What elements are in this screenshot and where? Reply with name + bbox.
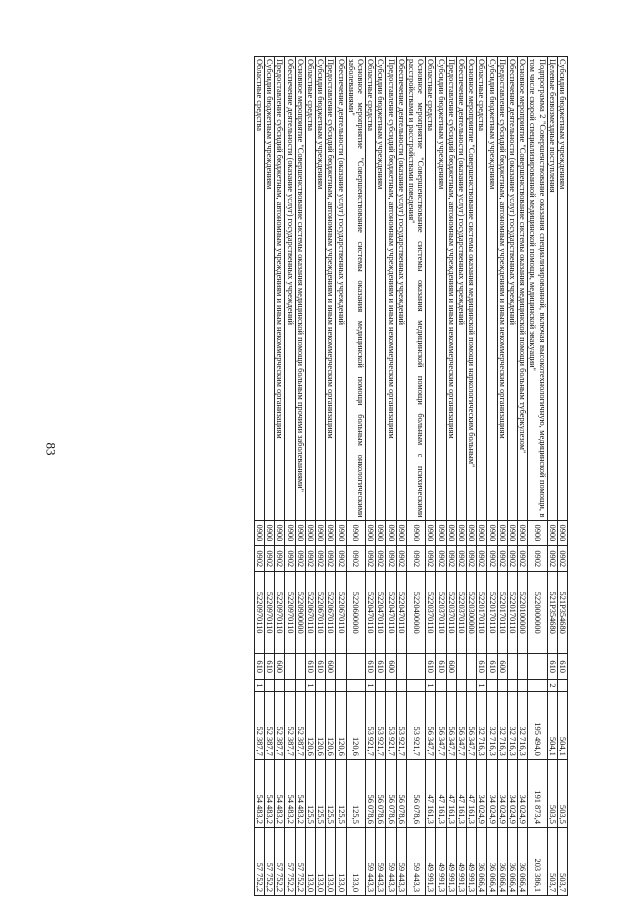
row-funding-code: 1 <box>305 680 315 692</box>
table-row <box>275 57 285 896</box>
table-row <box>285 57 295 896</box>
row-expense-type: 610 <box>436 654 446 680</box>
row-amount-year-3: 59 443,3 <box>396 827 406 895</box>
row-name: Основное мероприятие "Совершенствование системы оказания медицинской помощи больным прочими заболеваниями" <box>295 57 305 521</box>
row-name: Обеспечение деятельности (оказание услуг) государственных учреждений <box>456 57 466 521</box>
row-amount-year-1: 32 716,3 <box>477 691 487 759</box>
row-amount-year-1: 52 387,7 <box>295 691 305 759</box>
row-amount-year-2: 54 483,2 <box>275 759 285 827</box>
row-section-code: 0902 <box>487 546 497 572</box>
row-ved-code: 0900 <box>346 520 365 546</box>
row-target-article: 5220670110 <box>315 572 325 654</box>
row-ved-code: 0900 <box>264 520 274 546</box>
table-row <box>305 57 315 896</box>
row-amount-year-2: 47 161,3 <box>426 759 436 827</box>
row-name: Субсидии бюджетным учреждениям <box>264 57 274 521</box>
row-expense-type <box>466 654 476 680</box>
row-amount-year-1: 56 347,7 <box>436 691 446 759</box>
table-row <box>436 57 446 896</box>
row-amount-year-1: 120,6 <box>336 691 346 759</box>
row-name: Обеспечение деятельности (оказание услуг) государственных учреждений <box>285 57 295 521</box>
row-amount-year-3: 49 991,3 <box>456 827 466 895</box>
row-expense-type: 610 <box>264 654 274 680</box>
row-amount-year-3: 36 066,4 <box>497 827 507 895</box>
row-expense-type: 610 <box>376 654 386 680</box>
row-amount-year-3: 49 991,3 <box>446 827 456 895</box>
row-amount-year-2: 125,5 <box>315 759 325 827</box>
table-row <box>557 57 567 896</box>
row-expense-type: 600 <box>326 654 336 680</box>
row-name: Предоставление субсидий бюджетным, автономным учреждениям и иным некоммерческим организациям <box>326 57 336 521</box>
row-funding-code <box>528 680 547 692</box>
row-ved-code: 0900 <box>396 520 406 546</box>
row-amount-year-2: 47 161,3 <box>456 759 466 827</box>
row-amount-year-1: 53 921,7 <box>376 691 386 759</box>
row-amount-year-2: 56 078,6 <box>365 759 375 827</box>
table-row <box>446 57 456 896</box>
row-section-code: 0902 <box>365 546 375 572</box>
row-expense-type: 610 <box>547 654 557 680</box>
table-row <box>396 57 406 896</box>
table-row <box>386 57 396 896</box>
row-section-code: 0902 <box>446 546 456 572</box>
row-funding-code <box>295 680 305 692</box>
row-target-article: 5220970110 <box>285 572 295 654</box>
row-expense-type <box>507 654 517 680</box>
table-row <box>517 57 527 896</box>
row-amount-year-3: 133,0 <box>315 827 325 895</box>
row-amount-year-1: 53 921,7 <box>406 691 425 759</box>
row-name: Целевые безвозмездные поступления <box>547 57 557 521</box>
table-row <box>326 57 336 896</box>
row-expense-type: 610 <box>487 654 497 680</box>
row-expense-type: 610 <box>305 654 315 680</box>
row-funding-code: 1 <box>477 680 487 692</box>
table-row <box>507 57 517 896</box>
row-section-code: 0902 <box>285 546 295 572</box>
row-target-article: 5220970110 <box>264 572 274 654</box>
row-amount-year-1: 52 387,7 <box>285 691 295 759</box>
row-funding-code <box>466 680 476 692</box>
row-expense-type: 600 <box>497 654 507 680</box>
row-amount-year-2: 503,5 <box>547 759 557 827</box>
row-section-code: 0902 <box>477 546 487 572</box>
row-target-article: 5220300000 <box>466 572 476 654</box>
row-target-article: 5220670110 <box>336 572 346 654</box>
table-row <box>365 57 375 896</box>
row-section-code: 0902 <box>396 546 406 572</box>
page-number: 83 <box>43 442 59 456</box>
row-amount-year-1: 120,6 <box>326 691 336 759</box>
row-amount-year-1: 120,6 <box>346 691 365 759</box>
row-name: Областные средства <box>477 57 487 521</box>
row-amount-year-3: 503,7 <box>547 827 557 895</box>
row-amount-year-3: 57 752,2 <box>285 827 295 895</box>
row-section-code: 0902 <box>557 546 567 572</box>
table-row <box>346 57 365 896</box>
row-ved-code: 0900 <box>365 520 375 546</box>
row-amount-year-1: 32 716,3 <box>487 691 497 759</box>
row-ved-code: 0900 <box>305 520 315 546</box>
row-funding-code <box>315 680 325 692</box>
row-target-article: 5220900000 <box>295 572 305 654</box>
row-target-article: 5220370110 <box>436 572 446 654</box>
row-target-article: 521Р354680 <box>557 572 567 654</box>
row-amount-year-1: 56 347,7 <box>446 691 456 759</box>
table-row <box>487 57 497 896</box>
row-section-code: 0902 <box>547 546 557 572</box>
row-funding-code <box>456 680 466 692</box>
row-ved-code: 0900 <box>275 520 285 546</box>
row-amount-year-3: 49 991,3 <box>466 827 476 895</box>
row-amount-year-3: 49 991,3 <box>436 827 446 895</box>
table-row <box>547 57 557 896</box>
row-ved-code: 0900 <box>285 520 295 546</box>
row-target-article: 5220670110 <box>305 572 315 654</box>
row-funding-code <box>336 680 346 692</box>
row-funding-code: 1 <box>365 680 375 692</box>
row-name: Предоставление субсидий бюджетным, автономным учреждениям и иным некоммерческим организациям <box>386 57 396 521</box>
row-expense-type <box>396 654 406 680</box>
row-name: Основное мероприятие "Совершенствование системы оказания медицинской помощи наркологическим больным" <box>466 57 476 521</box>
row-amount-year-1: 56 347,7 <box>456 691 466 759</box>
row-amount-year-3: 36 066,4 <box>517 827 527 895</box>
row-funding-code: 1 <box>254 680 264 692</box>
row-expense-type: 610 <box>365 654 375 680</box>
row-funding-code <box>487 680 497 692</box>
row-funding-code: 1 <box>426 680 436 692</box>
row-ved-code: 0900 <box>426 520 436 546</box>
row-funding-code <box>275 680 285 692</box>
row-section-code: 0902 <box>497 546 507 572</box>
row-amount-year-1: 53 921,7 <box>396 691 406 759</box>
row-expense-type: 600 <box>386 654 396 680</box>
row-target-article: 5220370110 <box>446 572 456 654</box>
row-ved-code: 0900 <box>557 520 567 546</box>
row-funding-code <box>497 680 507 692</box>
row-amount-year-3: 57 752,2 <box>295 827 305 895</box>
row-target-article: 5220370110 <box>456 572 466 654</box>
row-ved-code: 0900 <box>406 520 425 546</box>
row-name: Подпрограмма 2 "Совершенствование оказания специализированной, включая высокотехнологичную, медицинской помощи, в том числе скорой специализированной медицинской помощи, медицинской эвакуации" <box>528 57 547 521</box>
row-target-article: 5220470110 <box>396 572 406 654</box>
row-amount-year-1: 120,6 <box>315 691 325 759</box>
row-target-article: 5220970110 <box>254 572 264 654</box>
row-ved-code: 0900 <box>517 520 527 546</box>
row-funding-code <box>517 680 527 692</box>
row-target-article: 5220470110 <box>376 572 386 654</box>
row-amount-year-3: 36 066,4 <box>487 827 497 895</box>
row-amount-year-2: 125,5 <box>305 759 315 827</box>
row-funding-code <box>507 680 517 692</box>
row-name: Обеспечение деятельности (оказание услуг) государственных учреждений <box>396 57 406 521</box>
row-section-code: 0902 <box>305 546 315 572</box>
row-name: Субсидии бюджетным учреждениям <box>557 57 567 521</box>
row-section-code: 0902 <box>436 546 446 572</box>
row-target-article: 5220170110 <box>507 572 517 654</box>
row-target-article: 5220470110 <box>365 572 375 654</box>
row-section-code: 0902 <box>336 546 346 572</box>
row-amount-year-1: 56 347,7 <box>426 691 436 759</box>
row-funding-code <box>557 680 567 692</box>
row-target-article: 5220470110 <box>386 572 396 654</box>
row-target-article: 521Р354680 <box>547 572 557 654</box>
row-target-article: 5220100000 <box>517 572 527 654</box>
row-amount-year-2: 54 483,2 <box>285 759 295 827</box>
row-amount-year-1: 53 921,7 <box>386 691 396 759</box>
row-funding-code <box>326 680 336 692</box>
row-amount-year-2: 56 078,6 <box>376 759 386 827</box>
row-expense-type <box>336 654 346 680</box>
row-funding-code <box>376 680 386 692</box>
row-expense-type <box>528 654 547 680</box>
row-name: Предоставление субсидий бюджетным, автономным учреждениям и иным некоммерческим организациям <box>446 57 456 521</box>
row-target-article: 5220000000 <box>528 572 547 654</box>
row-funding-code <box>446 680 456 692</box>
row-section-code: 0902 <box>376 546 386 572</box>
row-expense-type: 610 <box>315 654 325 680</box>
row-amount-year-2: 56 078,6 <box>396 759 406 827</box>
row-expense-type: 600 <box>446 654 456 680</box>
row-funding-code <box>386 680 396 692</box>
row-amount-year-2: 47 161,3 <box>436 759 446 827</box>
row-amount-year-2: 125,5 <box>346 759 365 827</box>
row-amount-year-2: 47 161,3 <box>446 759 456 827</box>
row-funding-code <box>346 680 365 692</box>
table-row <box>456 57 466 896</box>
row-amount-year-2: 191 873,4 <box>528 759 547 827</box>
row-amount-year-1: 120,6 <box>305 691 315 759</box>
row-section-code: 0902 <box>528 546 547 572</box>
row-section-code: 0902 <box>406 546 425 572</box>
row-ved-code: 0900 <box>466 520 476 546</box>
row-amount-year-3: 59 443,3 <box>406 827 425 895</box>
row-name: Субсидии бюджетным учреждениям <box>315 57 325 521</box>
table-row <box>406 57 425 896</box>
row-funding-code <box>396 680 406 692</box>
row-amount-year-2: 125,5 <box>326 759 336 827</box>
row-section-code: 0902 <box>275 546 285 572</box>
rotated-page-area <box>58 56 568 896</box>
table-row <box>477 57 487 896</box>
row-name: Субсидии бюджетным учреждениям <box>487 57 497 521</box>
row-amount-year-1: 56 347,7 <box>466 691 476 759</box>
row-amount-year-2: 34 024,9 <box>497 759 507 827</box>
row-amount-year-1: 32 716,3 <box>497 691 507 759</box>
row-name: Обеспечение деятельности (оказание услуг) государственных учреждений <box>507 57 517 521</box>
row-amount-year-3: 59 443,3 <box>365 827 375 895</box>
row-ved-code: 0900 <box>487 520 497 546</box>
row-amount-year-2: 54 483,2 <box>254 759 264 827</box>
row-section-code: 0902 <box>426 546 436 572</box>
row-amount-year-3: 49 991,3 <box>426 827 436 895</box>
row-funding-code: 2 <box>547 680 557 692</box>
row-amount-year-3: 57 752,2 <box>254 827 264 895</box>
row-section-code: 0902 <box>295 546 305 572</box>
row-expense-type <box>295 654 305 680</box>
row-name: Субсидии бюджетным учреждениям <box>436 57 446 521</box>
row-name: Субсидии бюджетным учреждениям <box>376 57 386 521</box>
row-section-code: 0902 <box>264 546 274 572</box>
row-funding-code <box>285 680 295 692</box>
row-amount-year-3: 503,7 <box>557 827 567 895</box>
row-amount-year-3: 203 386,1 <box>528 827 547 895</box>
row-target-article: 5220400000 <box>406 572 425 654</box>
row-amount-year-2: 125,5 <box>336 759 346 827</box>
row-amount-year-1: 52 387,7 <box>254 691 264 759</box>
row-amount-year-2: 56 078,6 <box>406 759 425 827</box>
row-funding-code <box>406 680 425 692</box>
row-section-code: 0902 <box>456 546 466 572</box>
row-ved-code: 0900 <box>376 520 386 546</box>
row-expense-type <box>406 654 425 680</box>
row-name: Областные средства <box>254 57 264 521</box>
row-target-article: 5220170110 <box>487 572 497 654</box>
row-amount-year-2: 34 024,9 <box>517 759 527 827</box>
row-target-article: 5220670110 <box>326 572 336 654</box>
row-name: Областные средства <box>426 57 436 521</box>
row-expense-type <box>456 654 466 680</box>
table-row <box>426 57 436 896</box>
row-section-code: 0902 <box>386 546 396 572</box>
row-section-code: 0902 <box>517 546 527 572</box>
row-target-article: 5220170110 <box>477 572 487 654</box>
row-ved-code: 0900 <box>507 520 517 546</box>
row-amount-year-1: 32 716,3 <box>507 691 517 759</box>
row-target-article: 5220370110 <box>426 572 436 654</box>
row-amount-year-3: 59 443,3 <box>376 827 386 895</box>
row-amount-year-2: 54 483,2 <box>295 759 305 827</box>
table-row <box>497 57 507 896</box>
row-funding-code <box>264 680 274 692</box>
row-expense-type: 600 <box>275 654 285 680</box>
row-amount-year-1: 504,1 <box>547 691 557 759</box>
budget-table <box>254 56 568 896</box>
row-amount-year-1: 32 716,3 <box>517 691 527 759</box>
row-amount-year-2: 34 024,9 <box>487 759 497 827</box>
row-expense-type <box>285 654 295 680</box>
row-ved-code: 0900 <box>547 520 557 546</box>
row-section-code: 0902 <box>466 546 476 572</box>
row-expense-type: 610 <box>477 654 487 680</box>
row-ved-code: 0900 <box>326 520 336 546</box>
row-amount-year-2: 503,5 <box>557 759 567 827</box>
row-amount-year-3: 57 752,2 <box>275 827 285 895</box>
row-amount-year-2: 56 078,6 <box>386 759 396 827</box>
table-row <box>528 57 547 896</box>
row-target-article: 5220970110 <box>275 572 285 654</box>
row-amount-year-3: 133,0 <box>326 827 336 895</box>
row-name: Основное мероприятие "Совершенствование системы оказания медицинской помощи больным с психическими расстройствами и расстройствами поведения" <box>406 57 425 521</box>
row-amount-year-1: 195 494,0 <box>528 691 547 759</box>
row-name: Обеспечение деятельности (оказание услуг) государственных учреждений <box>336 57 346 521</box>
row-section-code: 0902 <box>254 546 264 572</box>
row-amount-year-3: 59 443,3 <box>386 827 396 895</box>
row-expense-type: 610 <box>254 654 264 680</box>
row-ved-code: 0900 <box>295 520 305 546</box>
row-section-code: 0902 <box>507 546 517 572</box>
row-amount-year-3: 133,0 <box>305 827 315 895</box>
row-funding-code <box>436 680 446 692</box>
row-name: Областные средства <box>365 57 375 521</box>
row-name: Предоставление субсидий бюджетным, автономным учреждениям и иным некоммерческим организациям <box>497 57 507 521</box>
row-ved-code: 0900 <box>254 520 264 546</box>
row-ved-code: 0900 <box>528 520 547 546</box>
row-section-code: 0902 <box>315 546 325 572</box>
row-amount-year-1: 53 921,7 <box>365 691 375 759</box>
row-amount-year-2: 54 483,2 <box>264 759 274 827</box>
row-section-code: 0902 <box>346 546 365 572</box>
row-name: Областные средства <box>305 57 315 521</box>
table-row <box>336 57 346 896</box>
table-body <box>254 57 567 896</box>
row-target-article: 5220170110 <box>497 572 507 654</box>
table-row <box>315 57 325 896</box>
row-ved-code: 0900 <box>497 520 507 546</box>
row-target-article: 5220600000 <box>346 572 365 654</box>
row-expense-type: 610 <box>557 654 567 680</box>
row-amount-year-3: 57 752,2 <box>264 827 274 895</box>
row-amount-year-3: 36 066,4 <box>507 827 517 895</box>
row-amount-year-1: 504,1 <box>557 691 567 759</box>
row-expense-type: 610 <box>426 654 436 680</box>
row-amount-year-1: 52 387,7 <box>275 691 285 759</box>
row-ved-code: 0900 <box>477 520 487 546</box>
budget-table-frame <box>58 56 568 896</box>
row-amount-year-2: 47 161,3 <box>466 759 476 827</box>
table-row <box>295 57 305 896</box>
row-name: Предоставление субсидий бюджетным, автономным учреждениям и иным некоммерческим организациям <box>275 57 285 521</box>
row-expense-type <box>517 654 527 680</box>
table-row <box>254 57 264 896</box>
row-amount-year-3: 133,0 <box>346 827 365 895</box>
row-amount-year-2: 34 024,9 <box>477 759 487 827</box>
table-row <box>376 57 386 896</box>
row-ved-code: 0900 <box>456 520 466 546</box>
row-amount-year-3: 133,0 <box>336 827 346 895</box>
row-amount-year-2: 34 024,9 <box>507 759 517 827</box>
row-ved-code: 0900 <box>436 520 446 546</box>
row-ved-code: 0900 <box>386 520 396 546</box>
row-amount-year-1: 52 387,7 <box>264 691 274 759</box>
table-row <box>466 57 476 896</box>
row-amount-year-3: 36 066,4 <box>477 827 487 895</box>
row-ved-code: 0900 <box>446 520 456 546</box>
row-ved-code: 0900 <box>336 520 346 546</box>
table-row <box>264 57 274 896</box>
row-section-code: 0902 <box>326 546 336 572</box>
row-name: Основное мероприятие "Совершенствование системы оказания медицинской помощи больным туберкулезом" <box>517 57 527 521</box>
row-ved-code: 0900 <box>315 520 325 546</box>
row-expense-type <box>346 654 365 680</box>
row-name: Основное мероприятие "Совершенствование системы оказания медицинской помощи больным онкологическими заболеваниями" <box>346 57 365 521</box>
